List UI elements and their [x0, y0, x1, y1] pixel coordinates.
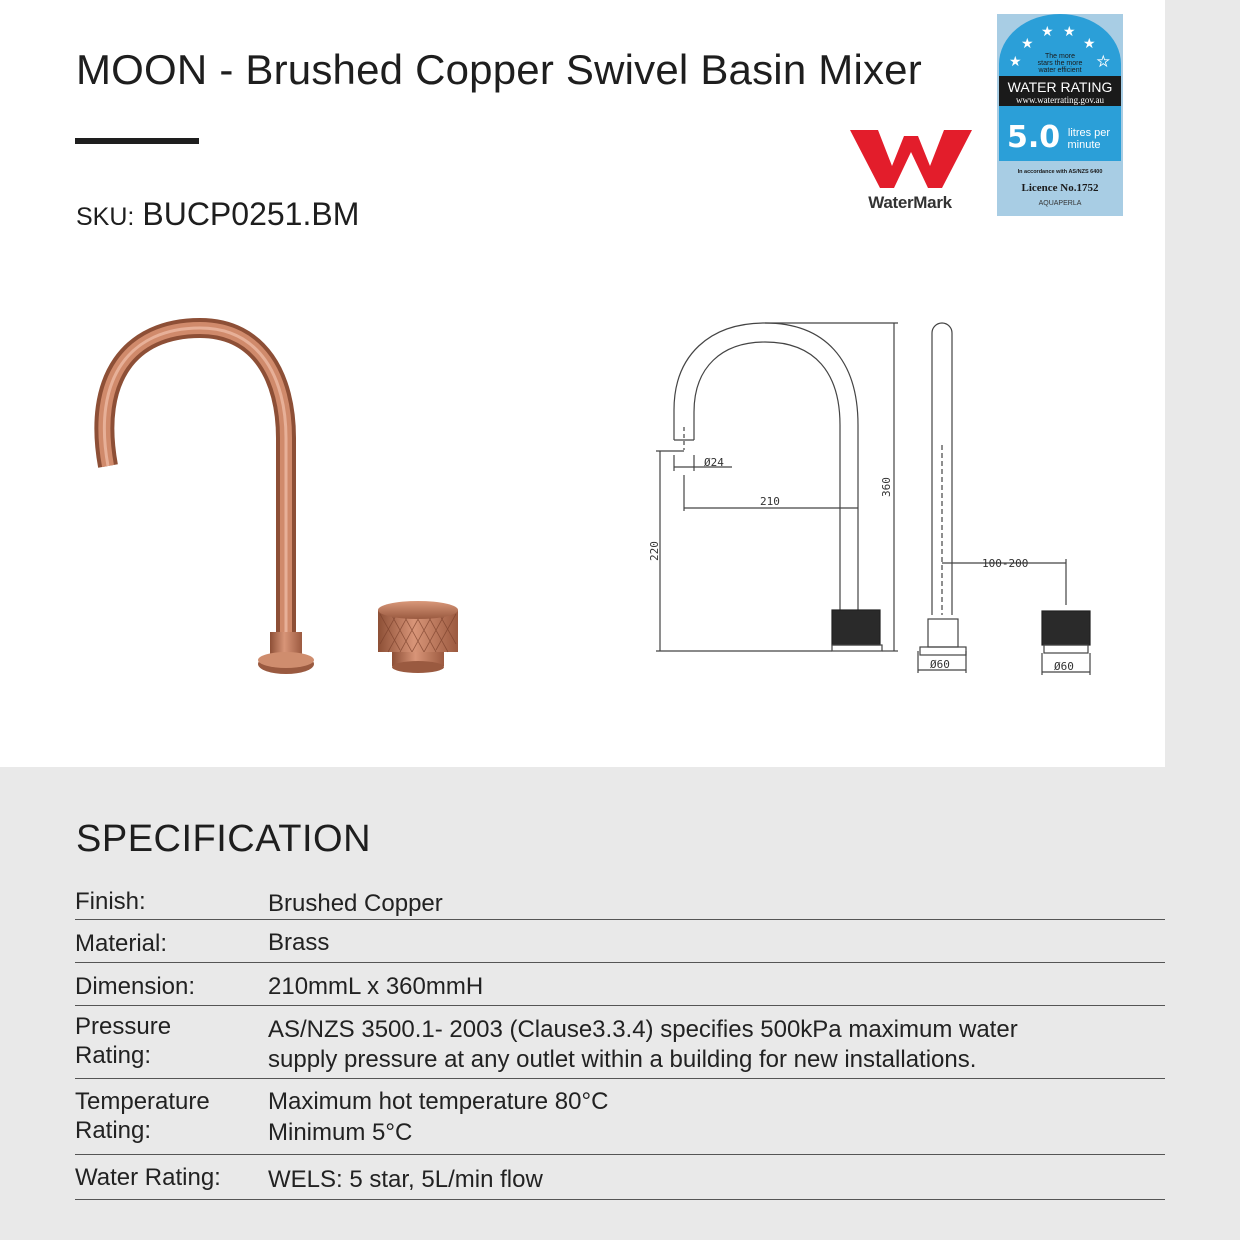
- spec-row-temperature: [75, 1079, 1165, 1155]
- wels-stars-note-2: stars the more: [1037, 60, 1083, 67]
- svg-text:★: ★: [1041, 23, 1054, 39]
- spec-value: Brass: [268, 929, 330, 956]
- spec-key: Rating:: [75, 1117, 152, 1144]
- sku: [76, 196, 359, 233]
- spec-row-dimension: [75, 963, 1165, 1006]
- wels-stars-note-3: water efficient: [1038, 67, 1082, 74]
- spec-row-finish: [75, 882, 1165, 920]
- watermark-label: WaterMark: [868, 193, 952, 212]
- wels-unit-2: minute: [1067, 139, 1101, 151]
- dim-outlet-diameter: Ø24: [704, 456, 724, 469]
- title-underline: [75, 138, 199, 144]
- wels-standard: In accordance with AS/NZS 6400: [1017, 169, 1103, 175]
- dim-spout-height: 220: [648, 541, 661, 561]
- spec-value: Maximum hot temperature 80°C: [268, 1088, 609, 1115]
- technical-drawing: [640, 315, 1110, 690]
- spec-key: Temperature: [75, 1088, 210, 1115]
- dim-height: 360: [880, 477, 893, 497]
- wels-rating: 5.0: [1007, 120, 1061, 155]
- svg-text:★: ★: [1063, 23, 1076, 39]
- spec-value: Brushed Copper: [268, 890, 443, 917]
- svg-text:★: ★: [1083, 35, 1096, 51]
- spec-key: Material:: [75, 930, 168, 957]
- spec-value: WELS: 5 star, 5L/min flow: [268, 1166, 543, 1193]
- wels-unit-1: litres per: [1067, 127, 1111, 139]
- spec-value: Minimum 5°C: [268, 1119, 413, 1146]
- svg-text:★: ★: [1009, 53, 1022, 69]
- spec-key: Water Rating:: [75, 1164, 221, 1191]
- product-image: [90, 318, 470, 688]
- wels-heading: WATER RATING: [1007, 79, 1113, 95]
- specification-heading: SPECIFICATION: [76, 818, 372, 860]
- spec-key: Pressure: [75, 1013, 172, 1040]
- wels-licence: Licence No.1752: [1021, 182, 1099, 194]
- spec-row-water-rating: [75, 1155, 1165, 1200]
- wels-url: www.waterrating.gov.au: [1015, 95, 1105, 105]
- spec-value: supply pressure at any outlet within a building for new installations.: [268, 1046, 977, 1073]
- water-rating-label: [997, 14, 1123, 216]
- dim-base-diameter-2: Ø60: [1054, 660, 1074, 673]
- sku-value: BUCP0251.BM: [142, 196, 360, 232]
- wels-stars-note-1: The more: [1045, 53, 1075, 60]
- wels-brand: AQUAPERLA: [1038, 200, 1082, 207]
- dim-base-diameter-1: Ø60: [930, 658, 950, 671]
- spec-key: Rating:: [75, 1042, 152, 1069]
- spec-key: Finish:: [75, 888, 146, 915]
- spec-value: 210mmL x 360mmH: [268, 973, 484, 1000]
- spec-value: AS/NZS 3500.1- 2003 (Clause3.3.4) specifies 500kPa maximum water: [268, 1016, 1018, 1043]
- spec-row-pressure: [75, 1006, 1165, 1079]
- page-title: MOON - Brushed Copper Swivel Basin Mixer: [76, 46, 922, 93]
- dim-reach: 210: [760, 495, 780, 508]
- sku-label: SKU:: [76, 203, 135, 231]
- spec-row-material: [75, 920, 1165, 963]
- svg-text:★: ★: [1097, 53, 1110, 69]
- specification-table: [75, 882, 1165, 1200]
- dim-spacing: 100-200: [982, 557, 1029, 570]
- svg-text:★: ★: [1021, 35, 1034, 51]
- spec-key: Dimension:: [75, 973, 196, 1000]
